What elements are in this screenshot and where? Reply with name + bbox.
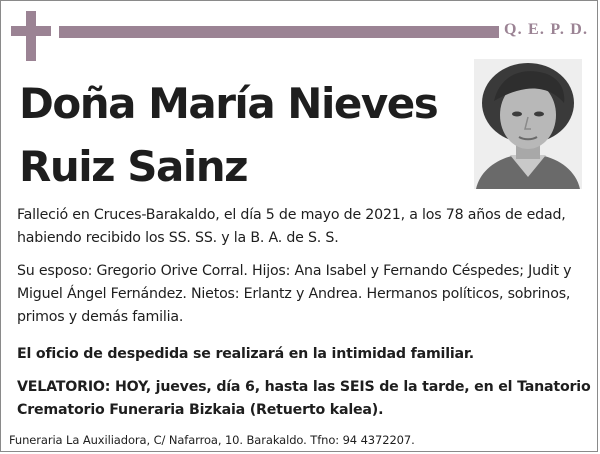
header-divider [59,26,499,38]
funeral-home-footer: Funeraria La Auxiliadora, C/ Nafarroa, 10. Barakaldo. Tfno: 94 4372207. [9,433,415,447]
latin-cross-icon [11,11,51,61]
funeral-service-text: El oficio de despedida se realizará en la intimidad familiar. [17,346,474,362]
qepd-label: Q. E. P. D. [504,21,589,38]
deceased-portrait-photo [474,59,582,189]
deceased-name-line2: Ruiz Sainz [19,142,248,191]
death-announcement-text: Falleció en Cruces-Barakaldo, el día 5 de mayo de 2021, a los 78 años de edad, habiendo recibido los SS. SS. y la B. A. de S. S. [17,207,566,246]
family-list-text: Su esposo: Gregorio Orive Corral. Hijos: Ana Isabel y Fernando Céspedes; Judit y Miguel Ángel Fernández. Nietos: Erlantz y Andrea. Hermanos políticos, sobrinos, primos y demás familia. [17,263,572,325]
wake-info-text: VELATORIO: HOY, jueves, día 6, hasta las SEIS de la tarde, en el Tanatorio Crematorio Funeraria Bizkaia (Retuerto kalea). [17,379,591,418]
portrait-image [474,59,582,189]
deceased-name-line1: Doña María Nieves [19,79,438,128]
